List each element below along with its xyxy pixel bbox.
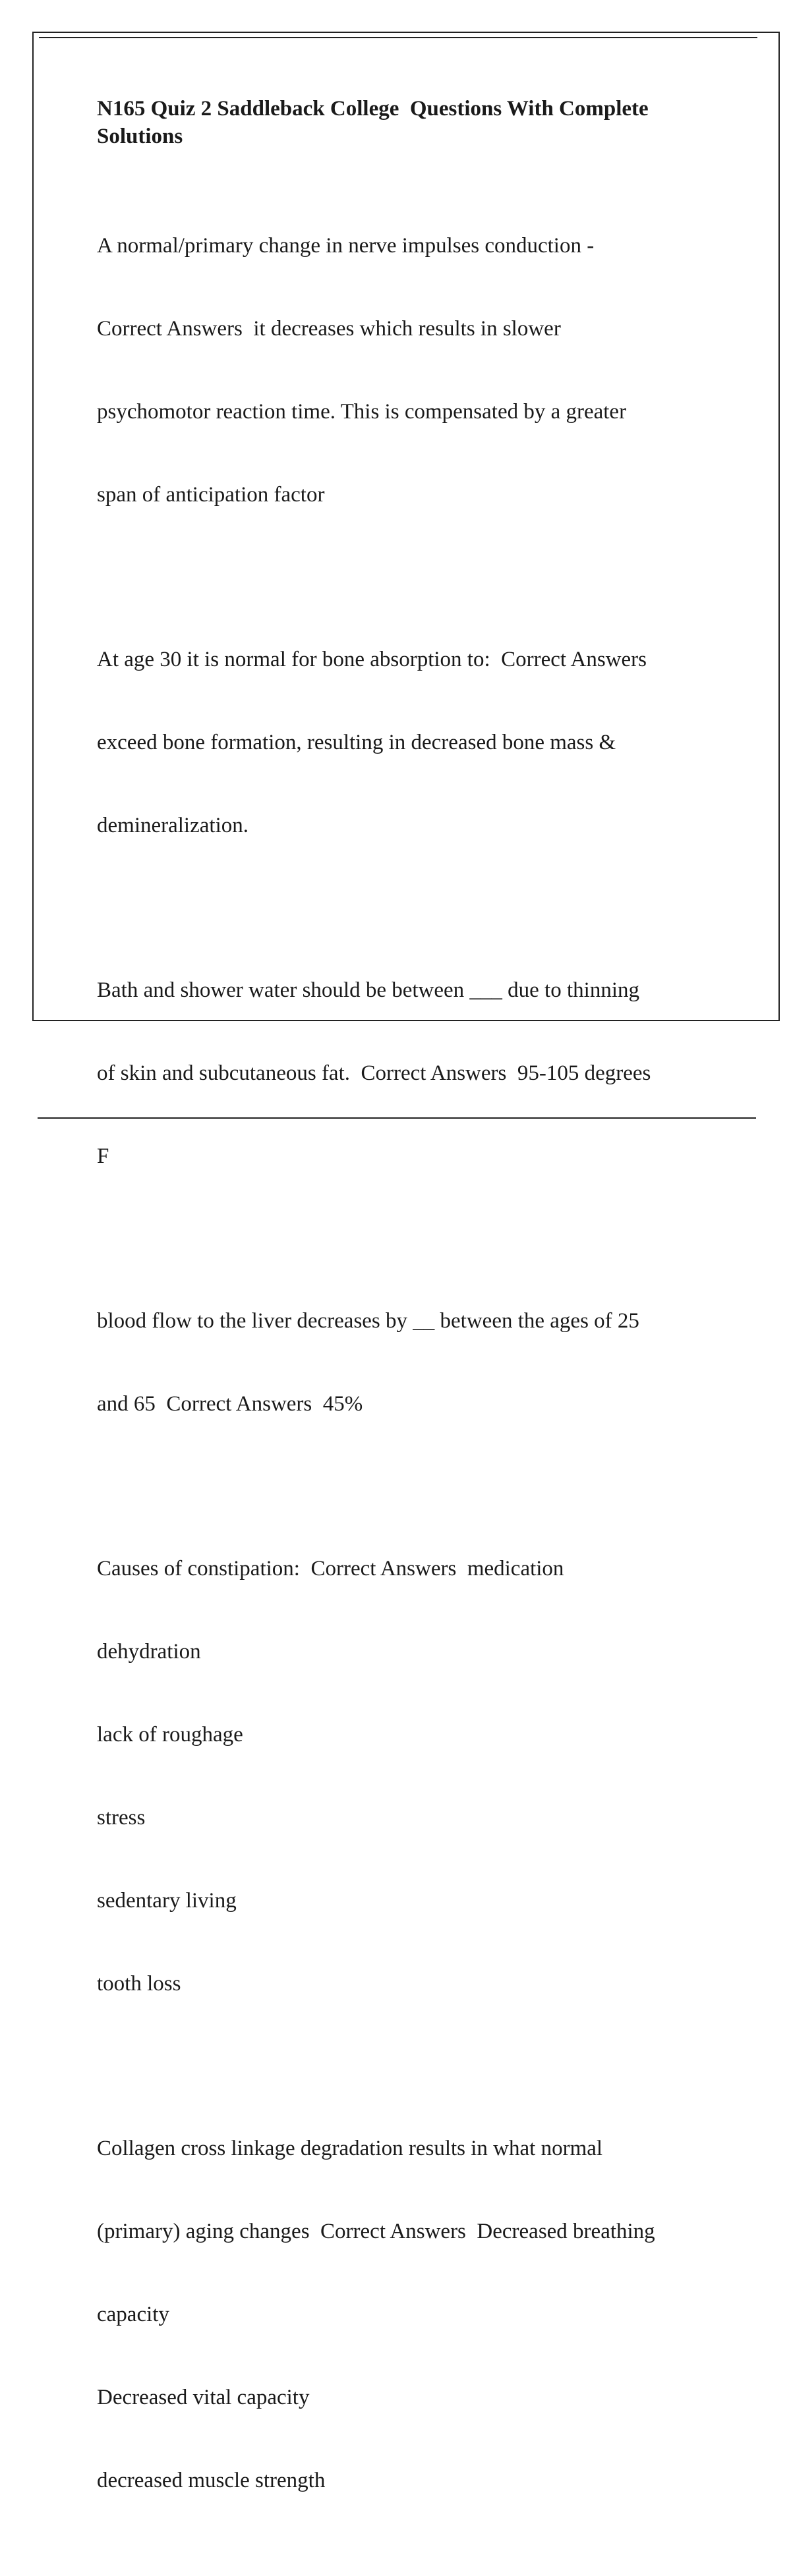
qa-item-collagen: [97, 2079, 730, 2550]
bottom-rule: [38, 1117, 756, 1119]
qa-item-bath-water: [97, 921, 730, 1225]
document-body: [97, 95, 730, 2576]
qa-line: capacity: [97, 2303, 169, 2326]
qa-line: Causes of constipation: Correct Answers medication: [97, 1557, 564, 1581]
page-frame: [32, 32, 780, 2492]
top-rule: [39, 37, 757, 38]
qa-line: Bath and shower water should be between ___ due to thinning: [97, 978, 639, 1002]
qa-line: Decreased vital capacity: [97, 2386, 310, 2409]
qa-line: lack of roughage: [97, 1723, 243, 1747]
qa-line: blood flow to the liver decreases by __ between the ages of 25: [97, 1309, 639, 1333]
document-title: N165 Quiz 2 Saddleback College Questions With Complete Solutions: [97, 97, 654, 148]
qa-line: Collagen cross linkage degradation results in what normal: [97, 2137, 603, 2160]
qa-item-constipation: [97, 1499, 730, 2053]
qa-line: span of anticipation factor: [97, 483, 325, 507]
qa-line: F: [97, 1144, 109, 1168]
qa-line: demineralization.: [97, 814, 249, 837]
qa-line: Correct Answers it decreases which results in slower: [97, 317, 561, 341]
qa-line: psychomotor reaction time. This is compensated by a greater: [97, 400, 627, 424]
qa-item-liver-blood-flow: [97, 1252, 730, 1473]
qa-line: At age 30 it is normal for bone absorption to: Correct Answers: [97, 648, 647, 671]
qa-item-nerve-impulses: [97, 177, 730, 564]
qa-line: decreased muscle strength: [97, 2469, 326, 2492]
qa-line: exceed bone formation, resulting in decreased bone mass &: [97, 731, 616, 754]
qa-line: dehydration: [97, 1640, 201, 1664]
qa-line: stress: [97, 1806, 146, 1830]
qa-item-bone-absorption: [97, 590, 730, 895]
qa-line: (primary) aging changes Correct Answers Decreased breathing: [97, 2220, 655, 2243]
qa-line: sedentary living: [97, 1889, 237, 1913]
qa-line: of skin and subcutaneous fat. Correct Answers 95-105 degrees: [97, 1061, 651, 1085]
qa-line: tooth loss: [97, 1972, 181, 1996]
qa-line: A normal/primary change in nerve impulses conduction -: [97, 234, 595, 258]
qa-line: and 65 Correct Answers 45%: [97, 1392, 363, 1416]
